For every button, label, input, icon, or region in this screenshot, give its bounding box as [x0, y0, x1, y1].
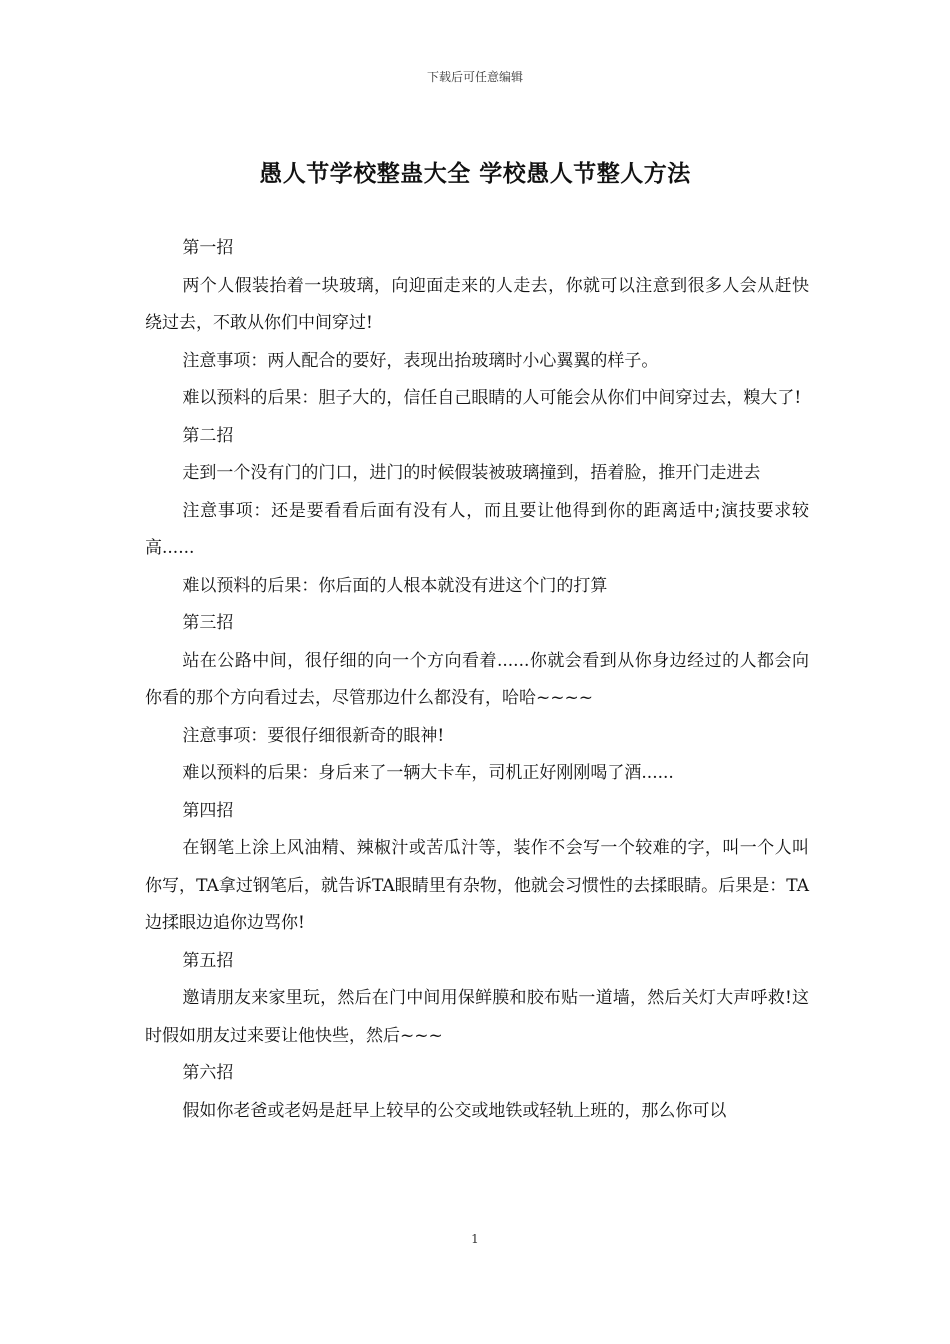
- paragraph-7: 注意事项：还是要看看后面有没有人，而且要让他得到你的距离适中;演技要求较高......: [145, 500, 809, 558]
- paragraph-17: 第六招: [182, 1063, 234, 1083]
- paragraph-6: 走到一个没有门的门口，进门的时候假装被玻璃撞到，捂着脸，推开门走进去: [182, 463, 761, 483]
- page-header-note: 下载后可任意编辑: [426, 70, 523, 84]
- paragraph-1: 第一招: [182, 238, 234, 258]
- paragraph-8: 难以预料的后果：你后面的人根本就没有进这个门的打算: [182, 575, 608, 596]
- paragraph-10: 站在公路中间，很仔细的向一个方向看着......你就会看到从你身边经过的人都会向你看的那个方向看过去，尽管那边什么都没有，哈哈~~~~: [145, 650, 809, 708]
- paragraph-3: 注意事项：两人配合的要好，表现出抬玻璃时小心翼翼的样子。: [182, 350, 659, 371]
- paragraph-18: 假如你老爸或老妈是赶早上较早的公交或地铁或轻轨上班的，那么你可以: [182, 1100, 727, 1121]
- document-title: 愚人节学校整蛊大全 学校愚人节整人方法: [259, 160, 691, 187]
- paragraph-15: 第五招: [182, 950, 234, 971]
- paragraph-2: 两个人假装抬着一块玻璃，向迎面走来的人走去，你就可以注意到很多人会从赶快绕过去，不敢从你们中间穿过!: [145, 275, 809, 333]
- paragraph-11: 注意事项：要很仔细很新奇的眼神!: [182, 725, 445, 746]
- paragraph-16: 邀请朋友来家里玩，然后在门中间用保鲜膜和胶布贴一道墙，然后关灯大声呼救!这时假如朋友过来要让他快些，然后~~~: [145, 988, 809, 1046]
- paragraph-12: 难以预料的后果：身后来了一辆大卡车，司机正好刚刚喝了酒......: [182, 763, 674, 783]
- paragraph-4: 难以预料的后果：胆子大的，信任自己眼睛的人可能会从你们中间穿过去，糗大了!: [182, 388, 802, 408]
- paragraph-13: 第四招: [182, 800, 234, 821]
- paragraph-14: 在钢笔上涂上风油精、辣椒汁或苦瓜汁等，装作不会写一个较难的字，叫一个人叫你写，TA拿过钢笔后，就告诉TA眼睛里有杂物，他就会习惯性的去揉眼睛。后果是：TA边揉眼边追你边骂你!: [145, 838, 809, 933]
- document-body: [145, 230, 809, 1130]
- paragraph-9: 第三招: [182, 613, 234, 633]
- page-number: 1: [471, 1232, 479, 1246]
- paragraph-5: 第二招: [182, 425, 234, 446]
